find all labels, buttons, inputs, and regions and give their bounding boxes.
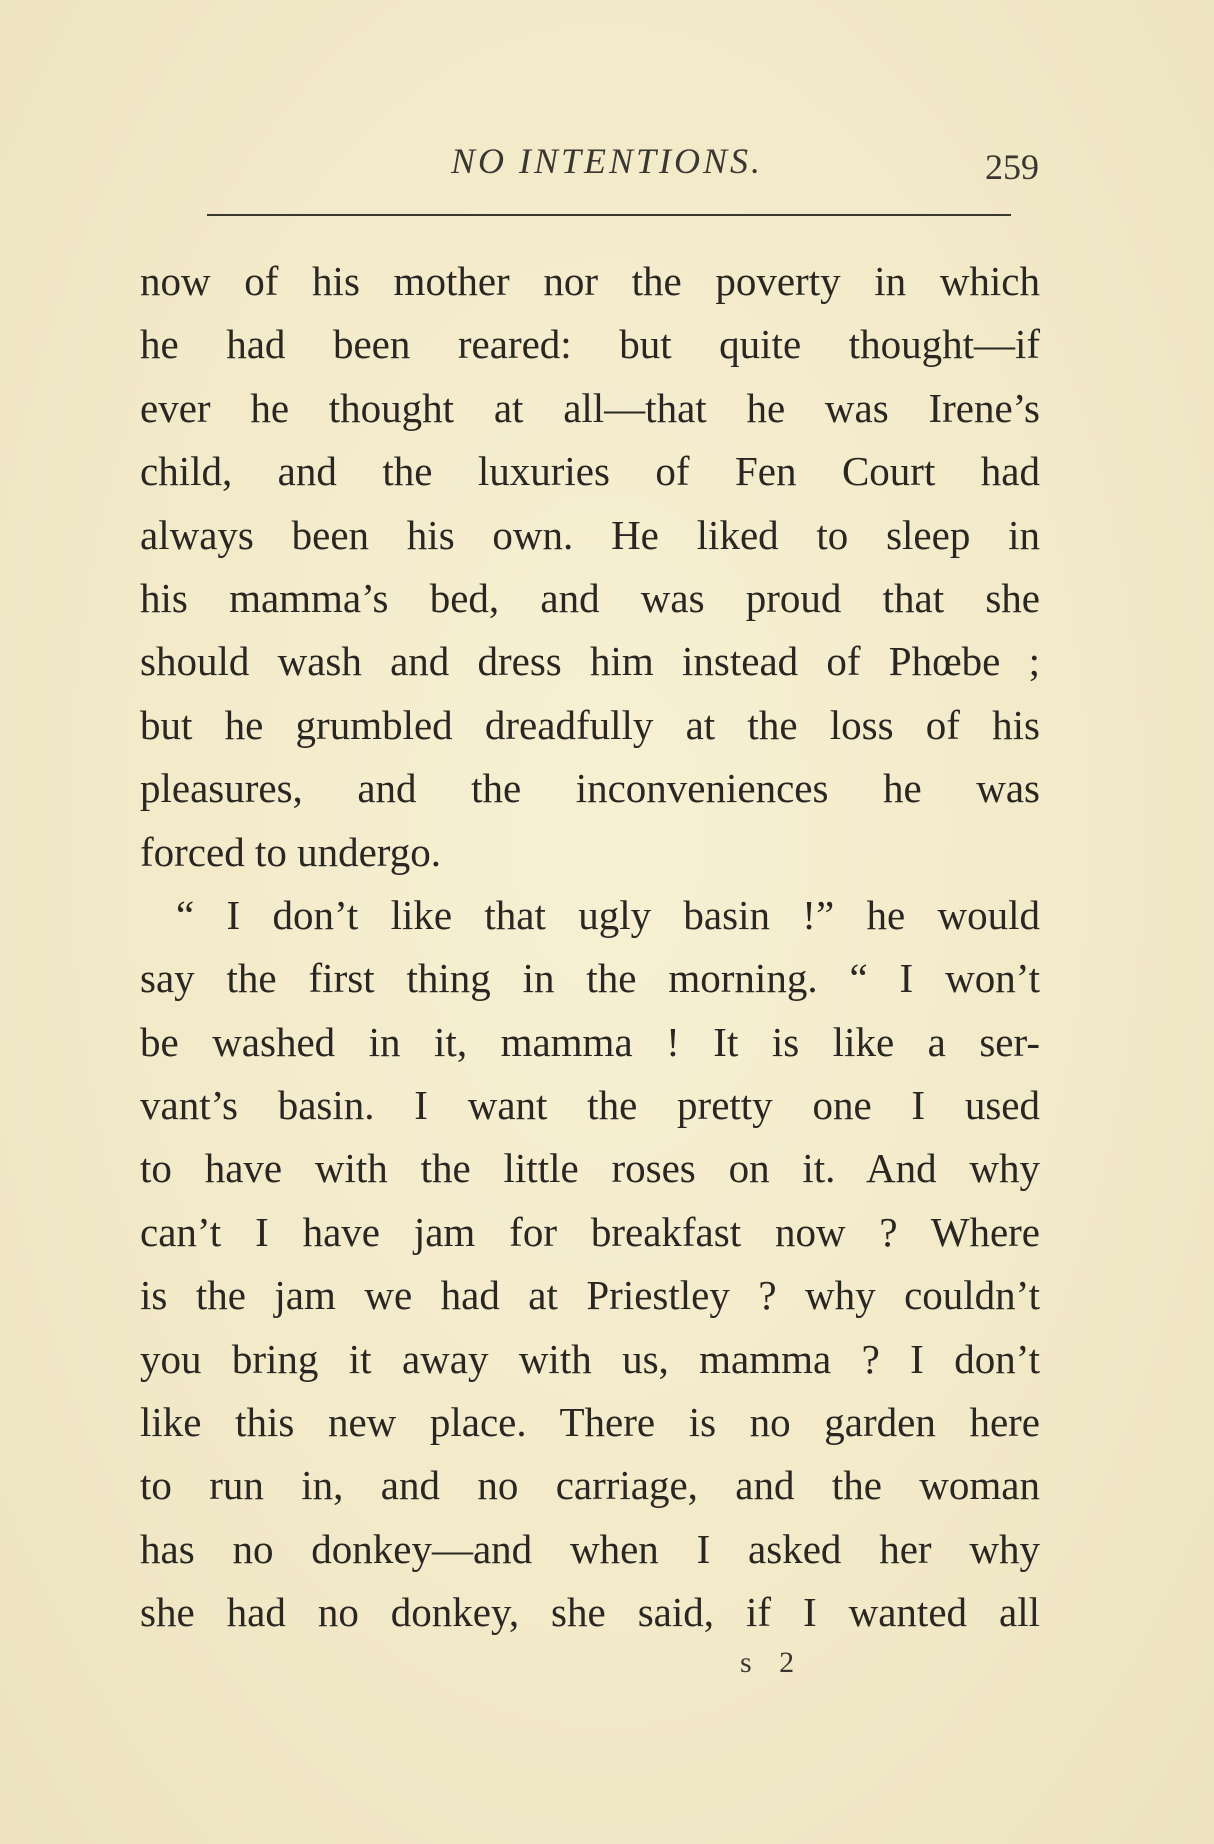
text-line: child, and the luxuries of Fen Court had	[140, 448, 1040, 495]
text-line: you bring it away with us, mamma ? I don’t	[140, 1335, 1040, 1382]
text-line: be washed in it, mamma ! It is like a ser-	[140, 1018, 1040, 1065]
text-line: his mamma’s bed, and was proud that she	[140, 574, 1040, 621]
text-line: forced to undergo.	[140, 828, 441, 875]
text-line: pleasures, and the inconveniences he was	[140, 765, 1040, 812]
page-number: 259	[985, 147, 1039, 187]
signature-mark: s 2	[740, 1646, 805, 1679]
text-line: always been his own. He liked to sleep in	[140, 511, 1040, 558]
body-text	[140, 250, 1040, 1645]
text-line: is the jam we had at Priestley ? why couldn’t	[140, 1272, 1040, 1319]
header-rule	[207, 214, 1011, 216]
text-line: to run in, and no carriage, and the woman	[140, 1462, 1040, 1509]
text-line: but he grumbled dreadfully at the loss of his	[140, 701, 1040, 748]
text-line: she had no donkey, she said, if I wanted all	[140, 1589, 1040, 1636]
text-line: can’t I have jam for breakfast now ? Where	[140, 1208, 1040, 1255]
text-line: say the first thing in the morning. “ I won’t	[140, 955, 1040, 1002]
text-line: should wash and dress him instead of Phœbe ;	[140, 638, 1040, 685]
text-line: he had been reared: but quite thought—if	[140, 321, 1040, 368]
text-line: now of his mother nor the poverty in which	[140, 258, 1040, 304]
text-line: vant’s basin. I want the pretty one I used	[140, 1082, 1040, 1129]
text-line: to have with the little roses on it. And why	[140, 1145, 1040, 1192]
text-line: “ I don’t like that ugly basin !” he would	[176, 891, 1040, 938]
running-title: NO INTENTIONS.	[450, 141, 764, 181]
text-line: has no donkey—and when I asked her why	[140, 1525, 1040, 1572]
text-line: like this new place. There is no garden here	[140, 1399, 1040, 1446]
text-line: ever he thought at all—that he was Irene’s	[140, 384, 1040, 431]
